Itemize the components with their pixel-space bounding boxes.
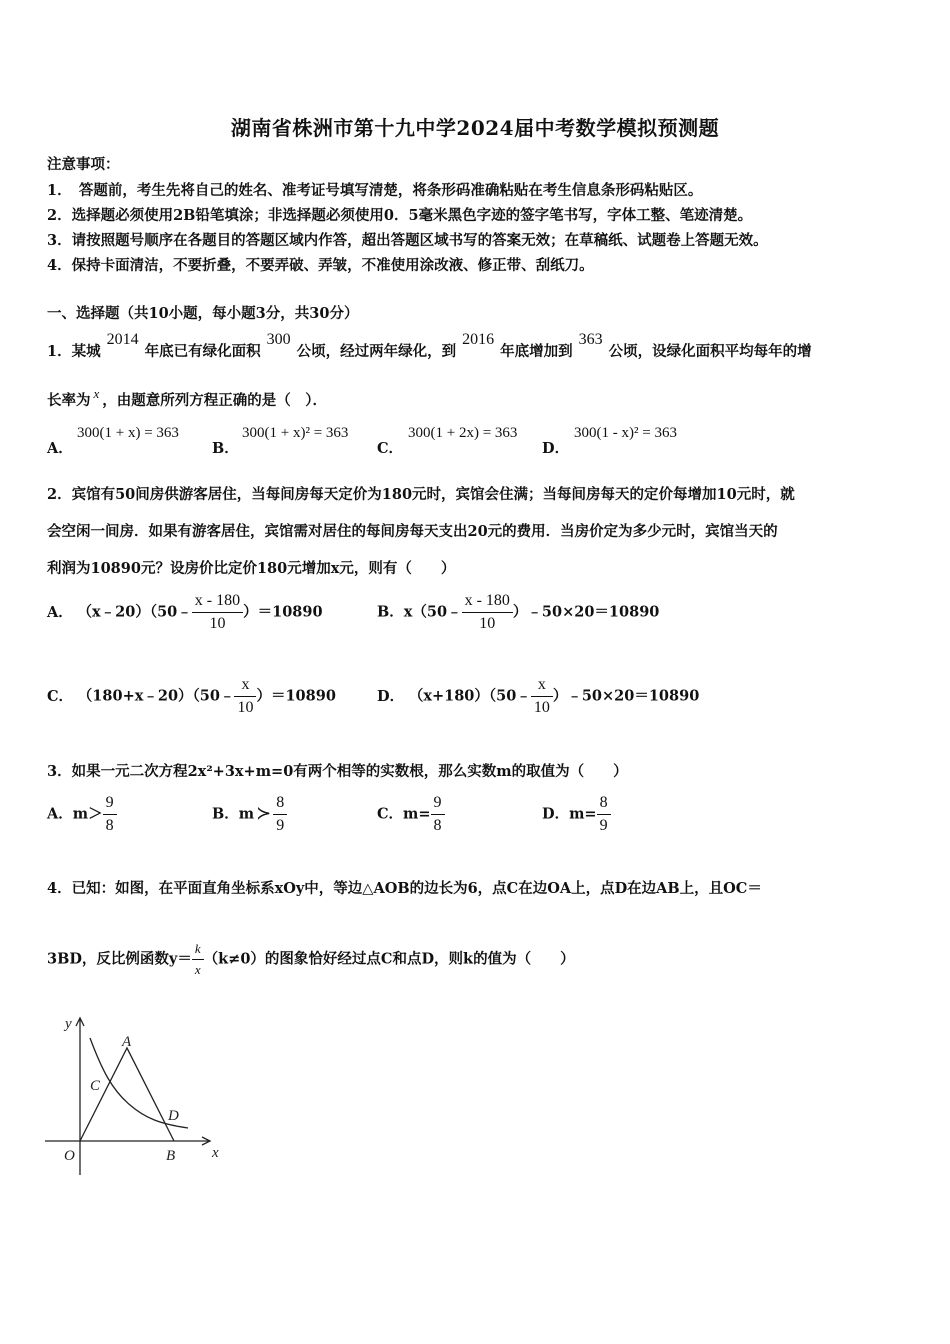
fraction: $\frac{k}{x}$ (192, 941, 204, 978)
label-c: C (90, 1078, 101, 1094)
q1-option-a[interactable]: A． (47, 440, 73, 457)
q1-option-b-expr: 300(1 + x)² = 363 (242, 425, 349, 441)
label-d: D (168, 1108, 179, 1124)
fraction: $\frac{8}{9}$ (597, 794, 611, 835)
q1-option-d-expr: 300(1 - x)² = 363 (574, 425, 677, 441)
question-3-stem: 3．如果一元二次方程2x²+3x+m=0有两个相等的实数根，那么实数m的取值为（ ） (47, 763, 628, 780)
label-o: O (64, 1148, 75, 1164)
page-title: 湖南省株洲市第十九中学2024届中考数学模拟预测题 (230, 116, 720, 140)
question-4-line-2: 3BD，反比例函数y＝ $\frac{k}{x}$ （k≠0）的图象恰好经过点C和点D，则k的值为（ ） (47, 941, 575, 977)
q1-option-c[interactable]: C． (377, 440, 404, 457)
fraction: $\frac{x - 180}{10}$ (462, 592, 513, 633)
fraction: $\frac{9}{8}$ (103, 794, 117, 835)
label-x: x (212, 1145, 219, 1161)
q2-option-a[interactable]: A． （x﹣20）（50﹣ $\frac{x - 180}{10}$ ）＝10890 (47, 592, 323, 632)
question-2-line-2: 会空闲一间房．如果有游客居住，宾馆需对居住的每间房每天支出20元的费用．当房价定为多少元时，宾馆当天的 (47, 523, 778, 540)
triangle-aob (80, 1048, 174, 1141)
question-1-line-1: 1．某城2014年底已有绿化面积300公顷，经过两年绿化，到2016年底增加到363公顷，设绿化面积平均每年的增 (47, 331, 812, 360)
fraction: $\frac{x}{10}$ (234, 676, 256, 717)
q3-option-d[interactable]: D．m= $\frac{8}{9}$ (542, 794, 611, 835)
q3-option-c[interactable]: C．m= $\frac{9}{8}$ (377, 794, 445, 835)
q2-option-c[interactable]: C． （180+x﹣20）（50﹣ $\frac{x}{10}$ ）＝10890 (47, 676, 336, 716)
question-1-line-2: 长率为 x ，由题意所列方程正确的是（ ）． (47, 386, 328, 409)
notice-item-4: 4．保持卡面清洁，不要折叠，不要弄破、弄皱，不准使用涂改液、修正带、刮纸刀。 (47, 257, 594, 274)
notice-heading: 注意事项： (47, 156, 120, 173)
fraction: $\frac{x - 180}{10}$ (192, 592, 243, 633)
q3-option-a[interactable]: A．m＞ $\frac{9}{8}$ (47, 794, 117, 835)
label-y: y (65, 1016, 72, 1032)
question-4-line-1: 4．已知：如图，在平面直角坐标系xOy中，等边△AOB的边长为6，点C在边OA上，点D在边AB上，且OC＝ (47, 880, 762, 897)
fraction: $\frac{9}{8}$ (431, 794, 445, 835)
fraction: $\frac{x}{10}$ (531, 676, 553, 717)
notice-item-3: 3．请按照题号顺序在各题目的答题区域内作答，超出答题区域书写的答案无效；在草稿纸、试题卷上答题无效。 (47, 232, 768, 249)
notice-item-2: 2．选择题必须使用2B铅笔填涂；非选择题必须使用0．5毫米黑色字迹的签字笔书写，字体工整、笔迹清楚。 (47, 207, 753, 224)
q2-option-b[interactable]: B．x（50﹣ $\frac{x - 180}{10}$ ）﹣50×20＝10890 (377, 592, 660, 632)
q3-option-b[interactable]: B．m ≻ $\frac{8}{9}$ (212, 794, 287, 835)
label-b: B (166, 1148, 176, 1164)
q1-option-d[interactable]: D． (542, 440, 570, 457)
section-heading: 一、选择题（共10小题，每小题3分，共30分） (47, 305, 359, 322)
notice-item-1: 1． 答题前，考生先将自己的姓名、准考证号填写清楚，将条形码准确粘贴在考生信息条形码粘贴区。 (47, 182, 703, 199)
q1-option-b[interactable]: B． (212, 440, 239, 457)
q1-option-a-expr: 300(1 + x) = 363 (77, 425, 179, 441)
coordinate-figure (40, 1010, 230, 1180)
question-2-line-1: 2．宾馆有50间房供游客居住，当每间房每天定价为180元时，宾馆会住满；当每间房每天的定价每增加10元时，就 (47, 486, 795, 503)
label-a: A (122, 1034, 132, 1050)
q2-option-d[interactable]: D． （x+180）（50﹣ $\frac{x}{10}$ ）﹣50×20＝10890 (377, 676, 700, 716)
fraction: $\frac{8}{9}$ (273, 794, 287, 835)
question-2-line-3: 利润为10890元？设房价比定价180元增加x元，则有（ ） (47, 560, 456, 577)
q1-option-c-expr: 300(1 + 2x) = 363 (408, 425, 518, 441)
